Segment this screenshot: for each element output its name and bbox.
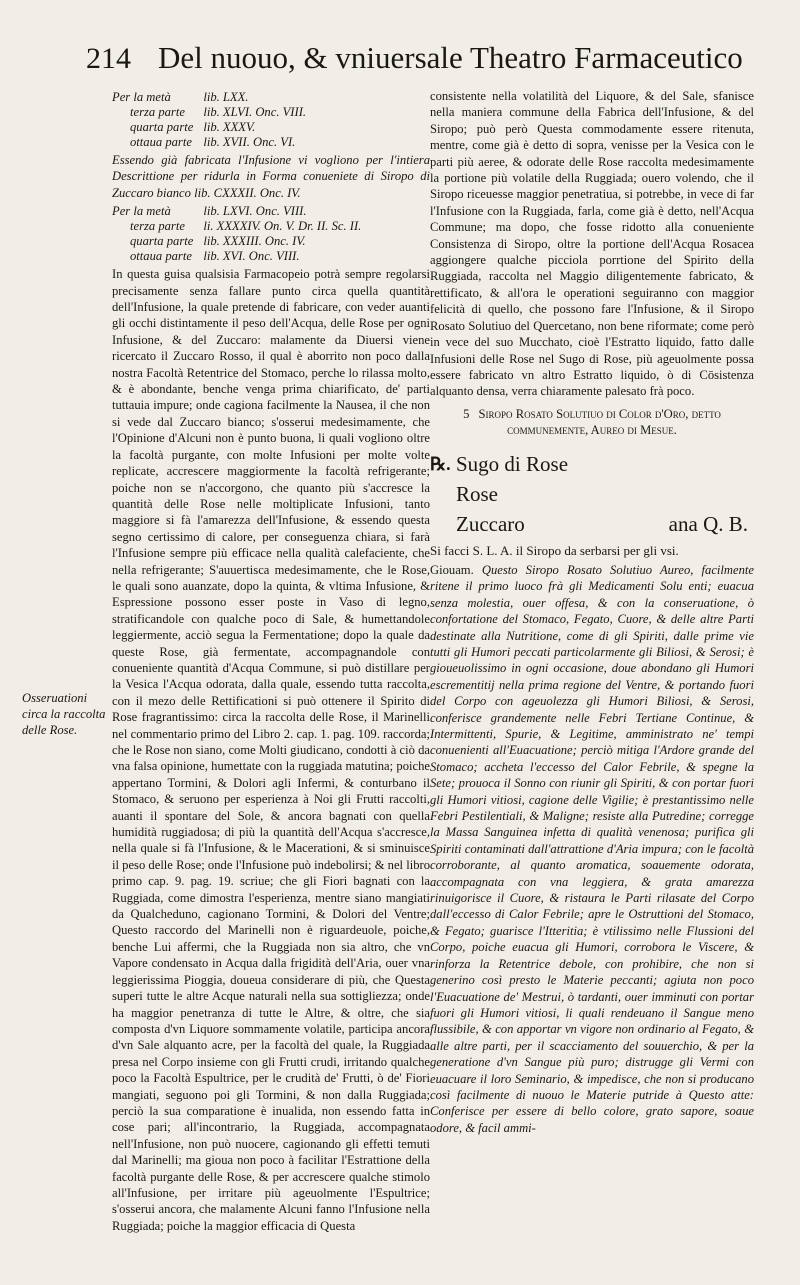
running-title: Del nuouo, & vniuersale Theatro Farmaceutico [158,40,743,75]
formula-row [430,449,754,479]
quantity-row [112,105,316,120]
recipe-symbol: ℞. [430,453,451,474]
syrup-note: Essendo già fabricata l'Infusione vi vogliono per l'intiera Descrittione per ridurla in Forma conueniete di Siropo di Zuccaro bianco lib. CXXXII. Onc. IV. [112,153,430,200]
recipe-number: 5 [463,406,470,421]
body-paragraph: In questa guisa qualsisia Farmacopeio potrà sempre regolarsi precisamente senza fallare punto circa quella quantità dell'Infusione, la quale pretende di fabricare, con veder auanti gli occhi distintamente il peso dell'Acqua, delle Rose per ogni Infusione, & del Zuccaro: malamente da Diuersi viene ricercato il Zuccaro Rosso, il qual è aborrito non poco dalla nostra Facoltà Retentrice del Stomaco, perche lo rilassa molto, & è abondante, benche venga prima chiarificato, de' parti tuttauia impure; onde cagiona facilmente la Nausea, il che non si vede dal Zuccaro bianco; s'osserui medesimamente, che l'Opinione d'Alcuni non è punto buona, li quali vogliono oltre la facoltà purgante, con molte Infusioni per molte volte replicate, accrescere maggiormente la facoltà refrigerante; poiche non se n'accorgono, che quanto più s'accresce la quantità delle Rose nelle moltiplicate Infusioni, tanto maggiore si fà l'amarezza dell'Infusione, & essendo questa segno certissimo di calore, per conseguenza chiara, si farà l'Infusione sempre più efficace nella qualità calefaciente, che nella refrigerante; S'auuertisca medesimamente, che le Rose, le quali sono auanzate, dopo la quinta, & vltima Infusione, & Espressione possono esser poste in Vaso di legno, stratificandole con qualche poco di Sale, & humettandole leggiermente, acciò segua la Fermentatione; dopo la quale da queste Rose, già fermentate, accompagnandole con conueniente quantità d'Acqua Commune, si può distillare per la Vesica l'Acqua odorata, dalla quale, essendo tutta raccolta, con il mezo delle Rettificationi si può ottenere il Spirito di Rose fragrantissimo: circa la raccolta delle Rose, il Marinelli nel commentario primo del Libro 2. cap. 1. pag. 109. raccorda; che le Rose non siano, come Molti giudicano, condotti à ciò da vna falsa opinione, humettate con la ruggiada matutina; poiche appertano Tormini, & Dolori agli Infermi, & conturbano il Stomaco, & seruono per esperienza à Noi gli Frutti raccolti, auanti il spontare del Sole, & ancora bagnati con quella humidità ruggiadosa; di più la quantità dell'Acqua s'accresce, nella quale si fà l'Infusione, & le Macerationi, & si sminuisce il peso delle Rose; onde l'Infusione può indebolirsi; & nel libro primo cap. 9. pag. 19. scriue; che gli Fiori bagnati con la Ruggiada, come dimostra l'esperienza, mentre siano mangiati da Qualcheduno, cagionano Tormini, & Dolori del Ventre; Questo raccordo del Marinelli non è riguardeuole, poiche, benche Lui affermi, che la Ruggiada non sia altro, che vn Vapore condensato in Acqua dalla frigidità dell'Aria, ouer vna leggierissima Pioggia, doueua considerare di più, che Questa superi tutte le altre Acque naturali nella sua sottigliezza; onde ha maggior penetranza di tutte le Altre, & oltre, che sia composta d'vn Liquore sommamente volatile, participa ancora d'vn Sale alquanto acre, per la facoltà del quale, la Ruggiada presa nel Corpo insieme con gli Frutti crudi, irritando qualche poco la Facoltà Espultrice, per le crudità de' Frutti, ò de' Fiori mangiati, seguono poi gli Tormini, & non dalla Ruggiada; perciò la sua comparatione è inualida, non essendo fatta in cose pari; all'incontrario, la Ruggiada, accompagnata nell'Infusione, non può nuocere, cagionando gli effetti temuti dal Marinelli; ma gioua non poco à facilitar l'Estrattione della facoltà purgante delle Rose, & per accrescere qualche stimolo all'Infusione, per irritare più ageuolmente l'Espultrice; s'osserui ancora, che malamente Alcuni fanno l'Infusione nella Ruggiada; poiche la maggior efficacia di Questa [112,267,430,1233]
quantity-part: ottaua parte [130,135,192,149]
quantity-amount: lib. XLVI. Onc. VIII. [203,105,307,119]
benefits-text: Questo Siropo Rosato Solutiuo Aureo, facilmente ritene il primo luoco frà gli Medicamenti Solu enti; euacua senza molestia, ouer offesa, & con la conseruatione, ò confortatione del Stomaco, Fegato, Cuore, & delle altre Parti destinate alla Nutritione, come di gli Spiriti, dalle prime vie tutti gli Humori peccati particolarmente gli Biliosi, & Serosi; è gioueuolissimo in ogni occasione, doue abondano gli Humori escrementitij nella prima regione del Ventre, & portando fuori del Corpo con ageuolezza gli Humori Biliosi, & Serosi, conferisce grandemente nelle Febri Tertiane Continue, & Intermittenti, Spurie, & Legitime, amministrato ne' tempi conuenienti all'Euacuatione; perciò mitiga l'Ardore grande del Stomaco; accheta l'eccesso del Calor Febrile, & spegne la Sete; prouoca il Sonno con riunir gli Spiriti, & con portar fuori gli Humori vitiosi, cagione delle Vigilie; è prestantissimo nelle Febri Pestilentiali, & Maligne; resiste alla Putredine; corregge la Massa Sanguinea infetta di qualità venenosa; purifica gli Spiriti contaminati dall'attrattione d'Aria impura; con le facoltà corroborante, al quanto aromatica, soauemente odorata, accompagnata con vna leggiera, & grata amarezza rinuigorisce il Cuore, & ristaura le Parti rilasate del Corpo dall'eccesso di Calor Febrile; apre le Ostruttioni del Stomaco, & Fegato; guarisce l'Itteritia; è vtilissimo nelle Flussioni del Corpo, poiche euacua gli Humori, corrobora le Viscere, & rinforza la Retentrice debole, con prohibire, che non si generino così presto le Materie peccanti; agiuta non poco l'Euacuatione de' Mestrui, ò tardanti, ouer imminuti con portar fuori gli Humori vitiosi, li quali rendeuano il Sangue meno flussibile, & con apportar vn vigore non ordinario al Fegato, & alle altre parti, per il scacciamento del souuerchio, & per la generatione d'vn Sangue più puro; distrugge gli Vermi con euacuare il loro Seminario, & impedisce, che non si producano così facilmente di nuouo le Materie putride à Questo atte: Conferisce per essere di bello colore, grato sapore, soaue odore, & facil ammi- [430,562,754,1135]
quantity-amount: li. XXXXIV. On. V. Dr. II. Sc. II. [203,219,362,234]
quantity-amount: lib. XVII. Onc. VI. [203,135,296,149]
quantity-amount: lib. LXX. [203,90,249,104]
right-column [430,88,754,1278]
quantity-part: terza parte [130,219,185,234]
quantity-row [112,135,316,150]
body-paragraph: consistente nella volatilità del Liquore, & del Sale, sfanisce nella maniera commune della Fabrica dell'Infusione, & del Siropo; può però Questa commodamente essere ritenuta, mentre, come già è detto di sopra, venisse per la Vesica con le parti più aeree, & odorate delle Rose raccolta medesimamente la portione più volatile della Ruggiada; ouero volendo, che il Siropo riceuesse maggior penetratiua, si potrebbe, in vece di far l'Infusione con la Ruggiada, farla, come già è detto, nell'Acqua Commune; ma dopo, che fosse ridotto alla conueniente Consistenza di Siropo, oltre la portione dell'Acqua Rosacea aggiongere qualche picciola porrtione del Spirito della Ruggiada, raccolta nel Maggio diligentemente fabricato, & rettificato, & all'ora le operationi seguiranno con maggior felicità di quello, che possono fare l'Infusione, & il Siropo Rosato Solutiuo del Quercetano, non bene riformate; come però in vece del suo Mucchato, cioè l'Estratto liquido, fatto dalle Infusioni delle Rose nel Sugo di Rose, più ageuolmente possa essere fabricato vn altro Estratto liquido, ò di Cōsistenza alquanto densa, verra chiaramente palesato frà poco. [430,89,754,399]
benefits-lead: Giouam. [430,562,474,577]
quantity-amount: lib. XXXV. [203,120,256,134]
quantity-row [112,120,316,135]
quantity-row [112,204,371,219]
quantity-table-b [112,204,371,264]
margin-note: Osseruationi circa la raccolta delle Rose. [22,691,106,737]
quantity-part: Per la metà [112,90,171,104]
quantity-row [112,219,371,234]
formula-row [430,479,754,509]
quantity-row [112,90,316,105]
quantity-part: quarta parte [130,120,194,134]
quantity-amount: lib. LXVI. Onc. VIII. [203,204,307,219]
ingredient: Zuccaro [456,511,525,536]
formula-note: Si facci S. L. A. il Siropo da serbarsi per gli vsi. [430,542,679,558]
quantity-row [112,234,371,249]
ingredient-dose: ana Q. B. [668,511,748,536]
quantity-row [112,249,371,264]
quantity-amount: lib. XVI. Onc. VIII. [203,249,300,264]
ingredient: Rose [456,481,498,506]
quantity-table-a [112,90,316,150]
formula-row [430,509,754,539]
quantity-part: ottaua parte [130,249,192,264]
page-number: 214 [86,42,131,75]
recipe-formula [430,449,754,539]
quantity-part: quarta parte [130,234,194,249]
benefits-paragraph [430,562,754,1136]
running-head [86,40,756,88]
quantity-part: terza parte [130,105,185,119]
quantity-part: Per la metà [112,204,171,219]
quantity-amount: lib. XXXIII. Onc. IV. [203,234,306,249]
recipe-title: Siropo Rosato Solutiuo di Color d'Oro, detto communemente, Aureo di Mesue. [478,406,721,438]
left-column [112,88,430,1278]
ingredient: Sugo di Rose [456,451,569,476]
recipe-heading [430,406,754,439]
